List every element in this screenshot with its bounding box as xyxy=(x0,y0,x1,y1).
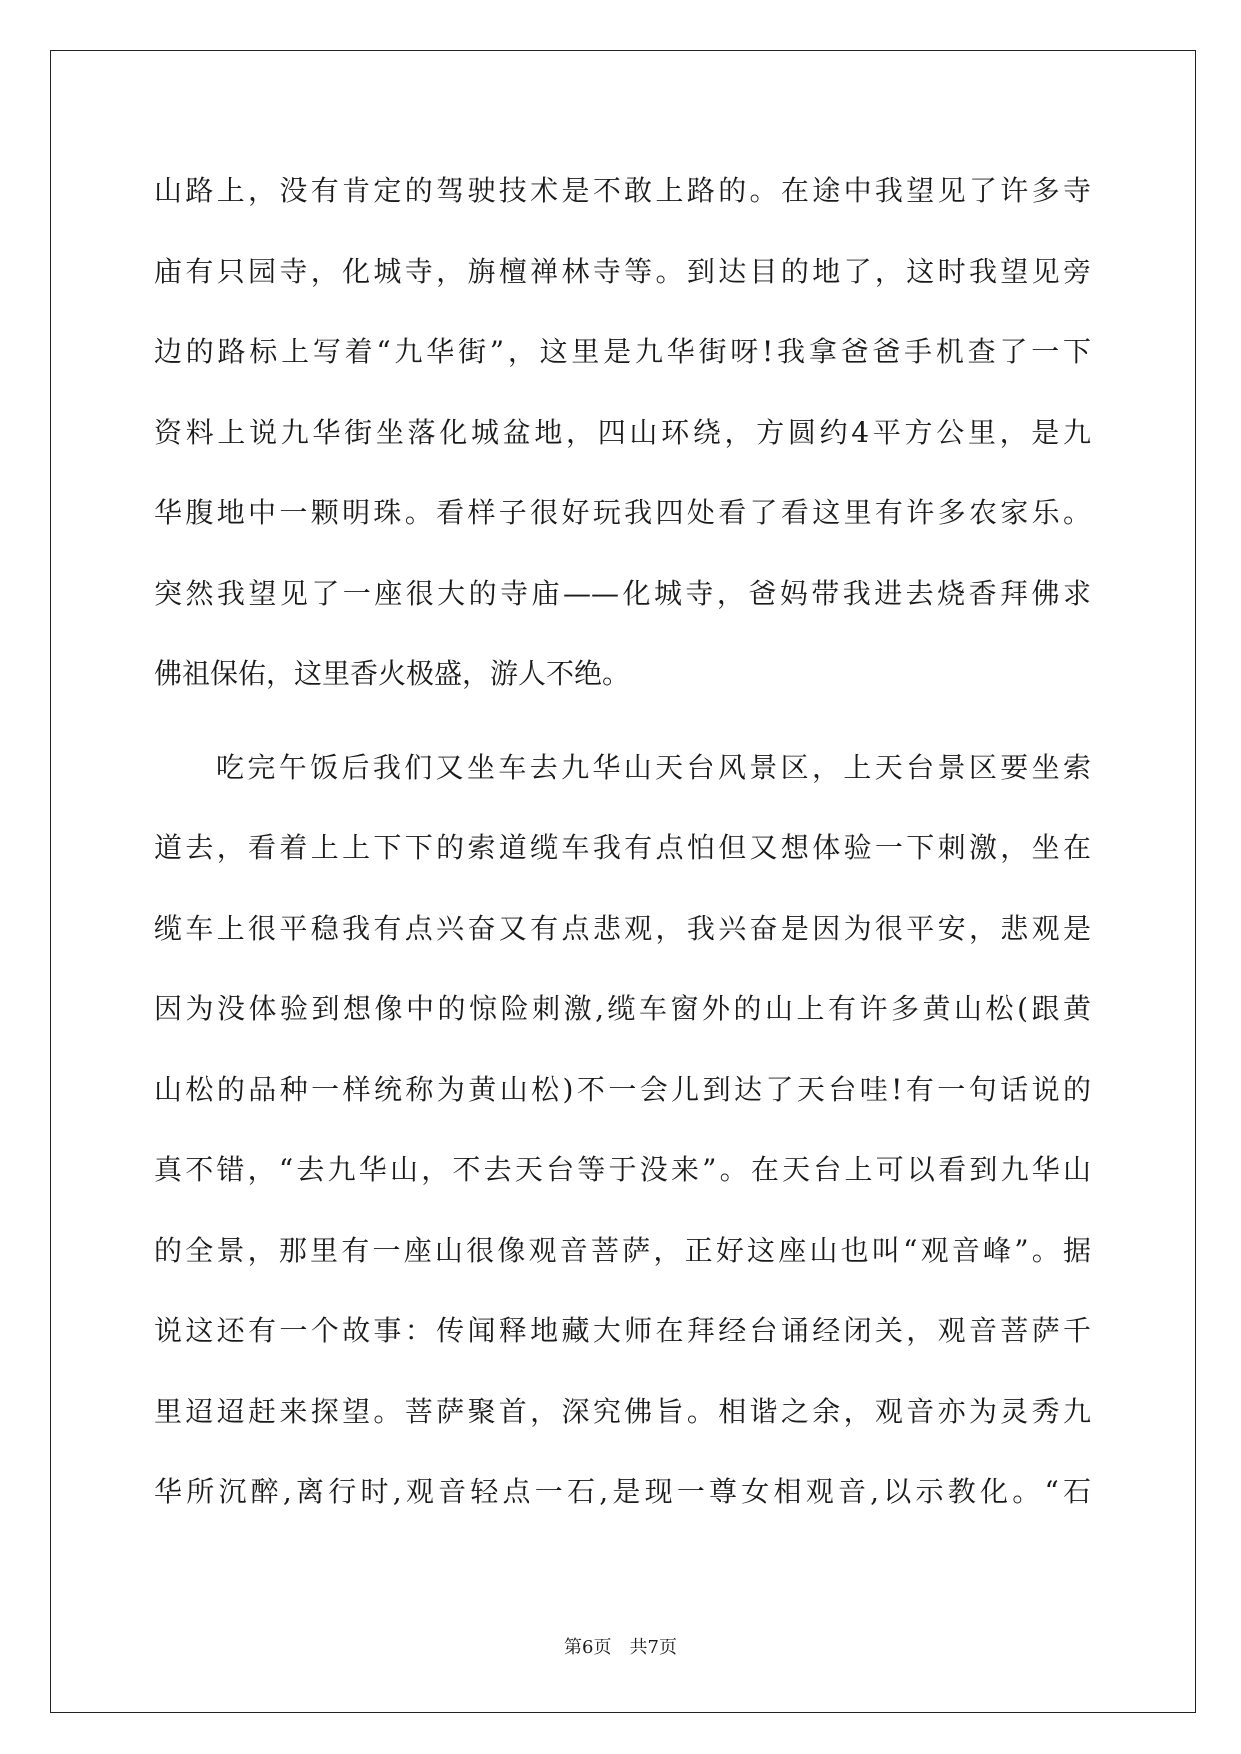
text-line: 因为没体验到想像中的惊险刺激,缆车窗外的山上有许多黄山松(跟黄 xyxy=(154,992,1091,1025)
text-line: 缆车上很平稳我有点兴奋又有点悲观，我兴奋是因为很平安，悲观是 xyxy=(154,911,1091,945)
paragraph xyxy=(154,728,1091,1533)
text-line: 真不错，“去九华山，不去天台等于没来”。在天台上可以看到九华山 xyxy=(154,1153,1091,1186)
text-line: 佛祖保佑，这里香火极盛，游人不绝。 xyxy=(154,657,631,690)
document-body xyxy=(154,151,1091,1533)
text-line: 里迢迢赶来探望。菩萨聚首，深究佛旨。相谐之余，观音亦为灵秀九 xyxy=(154,1394,1091,1428)
text-line: 华腹地中一颗明珠。看样子很好玩我四处看了看这里有许多农家乐。 xyxy=(154,496,1091,529)
text-line: 庙有只园寺，化城寺，旃檀禅林寺等。到达目的地了，这时我望见旁 xyxy=(154,254,1091,288)
paragraph xyxy=(154,151,1091,715)
current-page-label: 第6页 xyxy=(564,1637,612,1658)
page-footer xyxy=(0,1636,1241,1660)
text-line: 山松的品种一样统称为黄山松)不一会儿到达了天台哇!有一句话说的 xyxy=(154,1072,1091,1106)
text-line: 华所沉醉,离行时,观音轻点一石,是现一尊女相观音,以示教化。“石 xyxy=(154,1475,1091,1508)
text-line: 突然我望见了一座很大的寺庙——化城寺，爸妈带我进去烧香拜佛求 xyxy=(154,576,1091,610)
text-line: 吃完午饭后我们又坐车去九华山天台风景区，上天台景区要坐索 xyxy=(216,750,1091,784)
text-line: 资料上说九华街坐落化城盆地，四山环绕，方圆约4平方公里，是九 xyxy=(154,415,1091,449)
text-line: 山路上，没有肯定的驾驶技术是不敢上路的。在途中我望见了许多寺 xyxy=(154,174,1091,207)
text-line: 的全景，那里有一座山很像观音菩萨，正好这座山也叫“观音峰”。据 xyxy=(154,1233,1091,1267)
text-line: 边的路标上写着“九华街”，这里是九华街呀!我拿爸爸手机查了一下 xyxy=(154,335,1091,368)
text-line: 道去，看着上上下下的索道缆车我有点怕但又想体验一下刺激，坐在 xyxy=(154,831,1091,864)
text-line: 说这还有一个故事：传闻释地藏大师在拜经台诵经闭关，观音菩萨千 xyxy=(154,1314,1091,1347)
total-pages-label: 共7页 xyxy=(629,1637,677,1658)
